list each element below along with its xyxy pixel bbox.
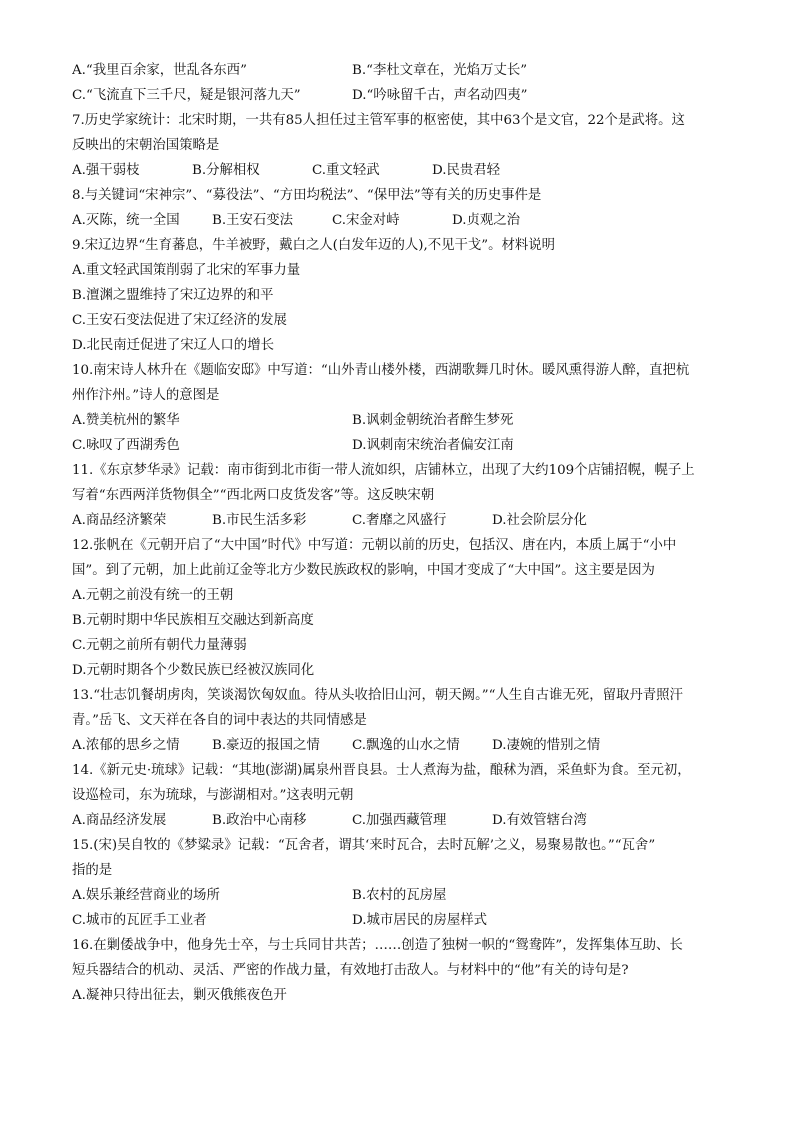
q10-stem-cont: 州作汴州。”诗人的意图是	[72, 388, 220, 403]
exam-page	[72, 58, 734, 1008]
q12-option-a[interactable]: A.元朝之前没有统一的王朝	[72, 588, 234, 603]
q13-option-b[interactable]: B.豪迈的报国之情	[212, 738, 320, 753]
q15-stem: 15.(宋)吴自牧的《梦粱录》记载：“瓦舍者，谓其‘来时瓦合，去时瓦解’之义，易聚易散也。”“瓦舍”	[72, 838, 656, 853]
q11-option-c[interactable]: C.奢靡之风盛行	[352, 513, 447, 528]
q9-option-a[interactable]: A.重文轻武国策削弱了北宋的军事力量	[72, 263, 301, 278]
q15-options-row-1	[72, 883, 734, 908]
q6-option-a[interactable]: A.“我里百余家，世乱各东西”	[72, 63, 247, 78]
q11-option-d[interactable]: D.社会阶层分化	[492, 513, 587, 528]
q8-option-a[interactable]: A.灭陈，统一全国	[72, 213, 180, 228]
q16-stem-cont: 短兵器结合的机动、灵活、严密的作战力量，有效地打击敌人。与材料中的“他”有关的诗句是?	[72, 963, 629, 978]
q10-option-d[interactable]: D.讽刺南宋统治者偏安江南	[352, 438, 514, 453]
q6-option-c[interactable]: C.“飞流直下三千尺，疑是银河落九天”	[72, 88, 301, 103]
q14-stem-cont: 设巡检司，东为琉球，与澎湖相对。”这表明元朝	[72, 788, 354, 803]
q14-option-d[interactable]: D.有效管辖台湾	[492, 813, 587, 828]
q13-option-a[interactable]: A.浓郁的思乡之情	[72, 738, 180, 753]
q8-option-c[interactable]: C.宋金对峙	[332, 213, 400, 228]
q7-option-b[interactable]: B.分解相权	[192, 163, 260, 178]
q7-stem: 7.历史学家统计：北宋时期，一共有85人担任过主管军事的枢密使，其中63个是文官，22个是武将。这	[72, 113, 685, 128]
q6-option-d[interactable]: D.“吟咏留千古，声名动四夷”	[352, 88, 528, 103]
q7-stem-cont: 反映出的宋朝治国策略是	[72, 138, 220, 153]
q7-option-d[interactable]: D.民贵君轻	[432, 163, 501, 178]
q13-stem: 13.“壮志饥餐胡虏肉，笑谈渴饮匈奴血。待从头收拾旧山河，朝天阙。”“人生自古谁无死，留取丹青照汗	[72, 688, 683, 703]
q8-options	[72, 208, 734, 233]
q9-stem: 9.宋辽边界“生育蕃息，牛羊被野，戴白之人(白发年迈的人),不见干戈”。材料说明	[72, 238, 556, 253]
q8-stem: 8.与关键词“宋神宗”、“募役法”、“方田均税法”、“保甲法”等有关的历史事件是	[72, 188, 542, 203]
q14-option-a[interactable]: A.商品经济发展	[72, 813, 167, 828]
q8-option-b[interactable]: B.王安石变法	[212, 213, 294, 228]
q12-option-b[interactable]: B.元朝时期中华民族相互交融达到新高度	[72, 613, 314, 628]
q8-option-d[interactable]: D.贞观之治	[452, 213, 521, 228]
q9-option-d[interactable]: D.北民南迁促进了宋辽人口的增长	[72, 338, 274, 353]
q14-stem: 14.《新元史·琉球》记载：“其地(澎湖)属泉州晋良县。士人煮海为盐，酿秫为酒，采鱼虾为食。至元初，	[72, 763, 691, 778]
q10-option-c[interactable]: C.咏叹了西湖秀色	[72, 438, 180, 453]
q15-stem-cont: 指的是	[72, 863, 113, 878]
q6-option-b[interactable]: B.“李杜文章在，光焰万丈长”	[352, 63, 528, 78]
q10-options-row-2	[72, 433, 734, 458]
q10-option-b[interactable]: B.讽刺金朝统治者醉生梦死	[352, 413, 514, 428]
q11-option-a[interactable]: A.商品经济繁荣	[72, 513, 167, 528]
q13-option-d[interactable]: D.凄婉的惜别之情	[492, 738, 601, 753]
q10-options-row-1	[72, 408, 734, 433]
q11-option-b[interactable]: B.市民生活多彩	[212, 513, 307, 528]
q7-option-c[interactable]: C.重文轻武	[312, 163, 380, 178]
q7-options	[72, 158, 734, 183]
q16-option-a[interactable]: A.凝神只待出征去，剿灭俄熊夜色开	[72, 988, 287, 1003]
q6-options-row-2	[72, 83, 734, 108]
q15-option-c[interactable]: C.城市的瓦匠手工业者	[72, 913, 207, 928]
q15-option-b[interactable]: B.农村的瓦房屋	[352, 888, 447, 903]
q15-option-d[interactable]: D.城市居民的房屋样式	[352, 913, 488, 928]
q12-stem-cont: 国”。到了元朝，加上此前辽金等北方少数民族政权的影响，中国才变成了“大中国”。这主要是因为	[72, 563, 655, 578]
q9-option-b[interactable]: B.澶渊之盟维持了宋辽边界的和平	[72, 288, 274, 303]
q14-option-b[interactable]: B.政治中心南移	[212, 813, 307, 828]
q12-option-c[interactable]: C.元朝之前所有朝代力量薄弱	[72, 638, 247, 653]
q14-option-c[interactable]: C.加强西藏管理	[352, 813, 447, 828]
q6-options-row-1	[72, 58, 734, 83]
q11-options	[72, 508, 734, 533]
q11-stem-cont: 写着“东西两洋货物俱全”“西北两口皮货发客”等。这反映宋朝	[72, 488, 435, 503]
q13-stem-cont: 青。”岳飞、文天祥在各自的词中表达的共同情感是	[72, 713, 367, 728]
q15-options-row-2	[72, 908, 734, 933]
q7-option-a[interactable]: A.强干弱枝	[72, 163, 140, 178]
q12-stem: 12.张帆在《元朝开启了“大中国”时代》中写道：元朝以前的历史，包括汉、唐在内，本质上属于“小中	[72, 538, 677, 553]
q9-option-c[interactable]: C.王安石变法促进了宋辽经济的发展	[72, 313, 287, 328]
q15-option-a[interactable]: A.娱乐兼经营商业的场所	[72, 888, 220, 903]
q11-stem: 11.《东京梦华录》记载：南市街到北市街一带人流如织，店铺林立，出现了大约109个店铺招幌，幌子上	[72, 463, 695, 478]
q14-options	[72, 808, 734, 833]
q10-option-a[interactable]: A.赞美杭州的繁华	[72, 413, 180, 428]
q12-option-d[interactable]: D.元朝时期各个少数民族已经被汉族同化	[72, 663, 315, 678]
q13-options	[72, 733, 734, 758]
q10-stem: 10.南宋诗人林升在《题临安邸》中写道：“山外青山楼外楼，西湖歌舞几时休。暖风熏得游人醉，直把杭	[72, 363, 690, 378]
q16-stem: 16.在剿倭战争中，他身先士卒，与士兵同甘共苦；……创造了独树一帜的“鸳鸯阵”，发挥集体互助、长	[72, 938, 683, 953]
q13-option-c[interactable]: C.飘逸的山水之情	[352, 738, 460, 753]
